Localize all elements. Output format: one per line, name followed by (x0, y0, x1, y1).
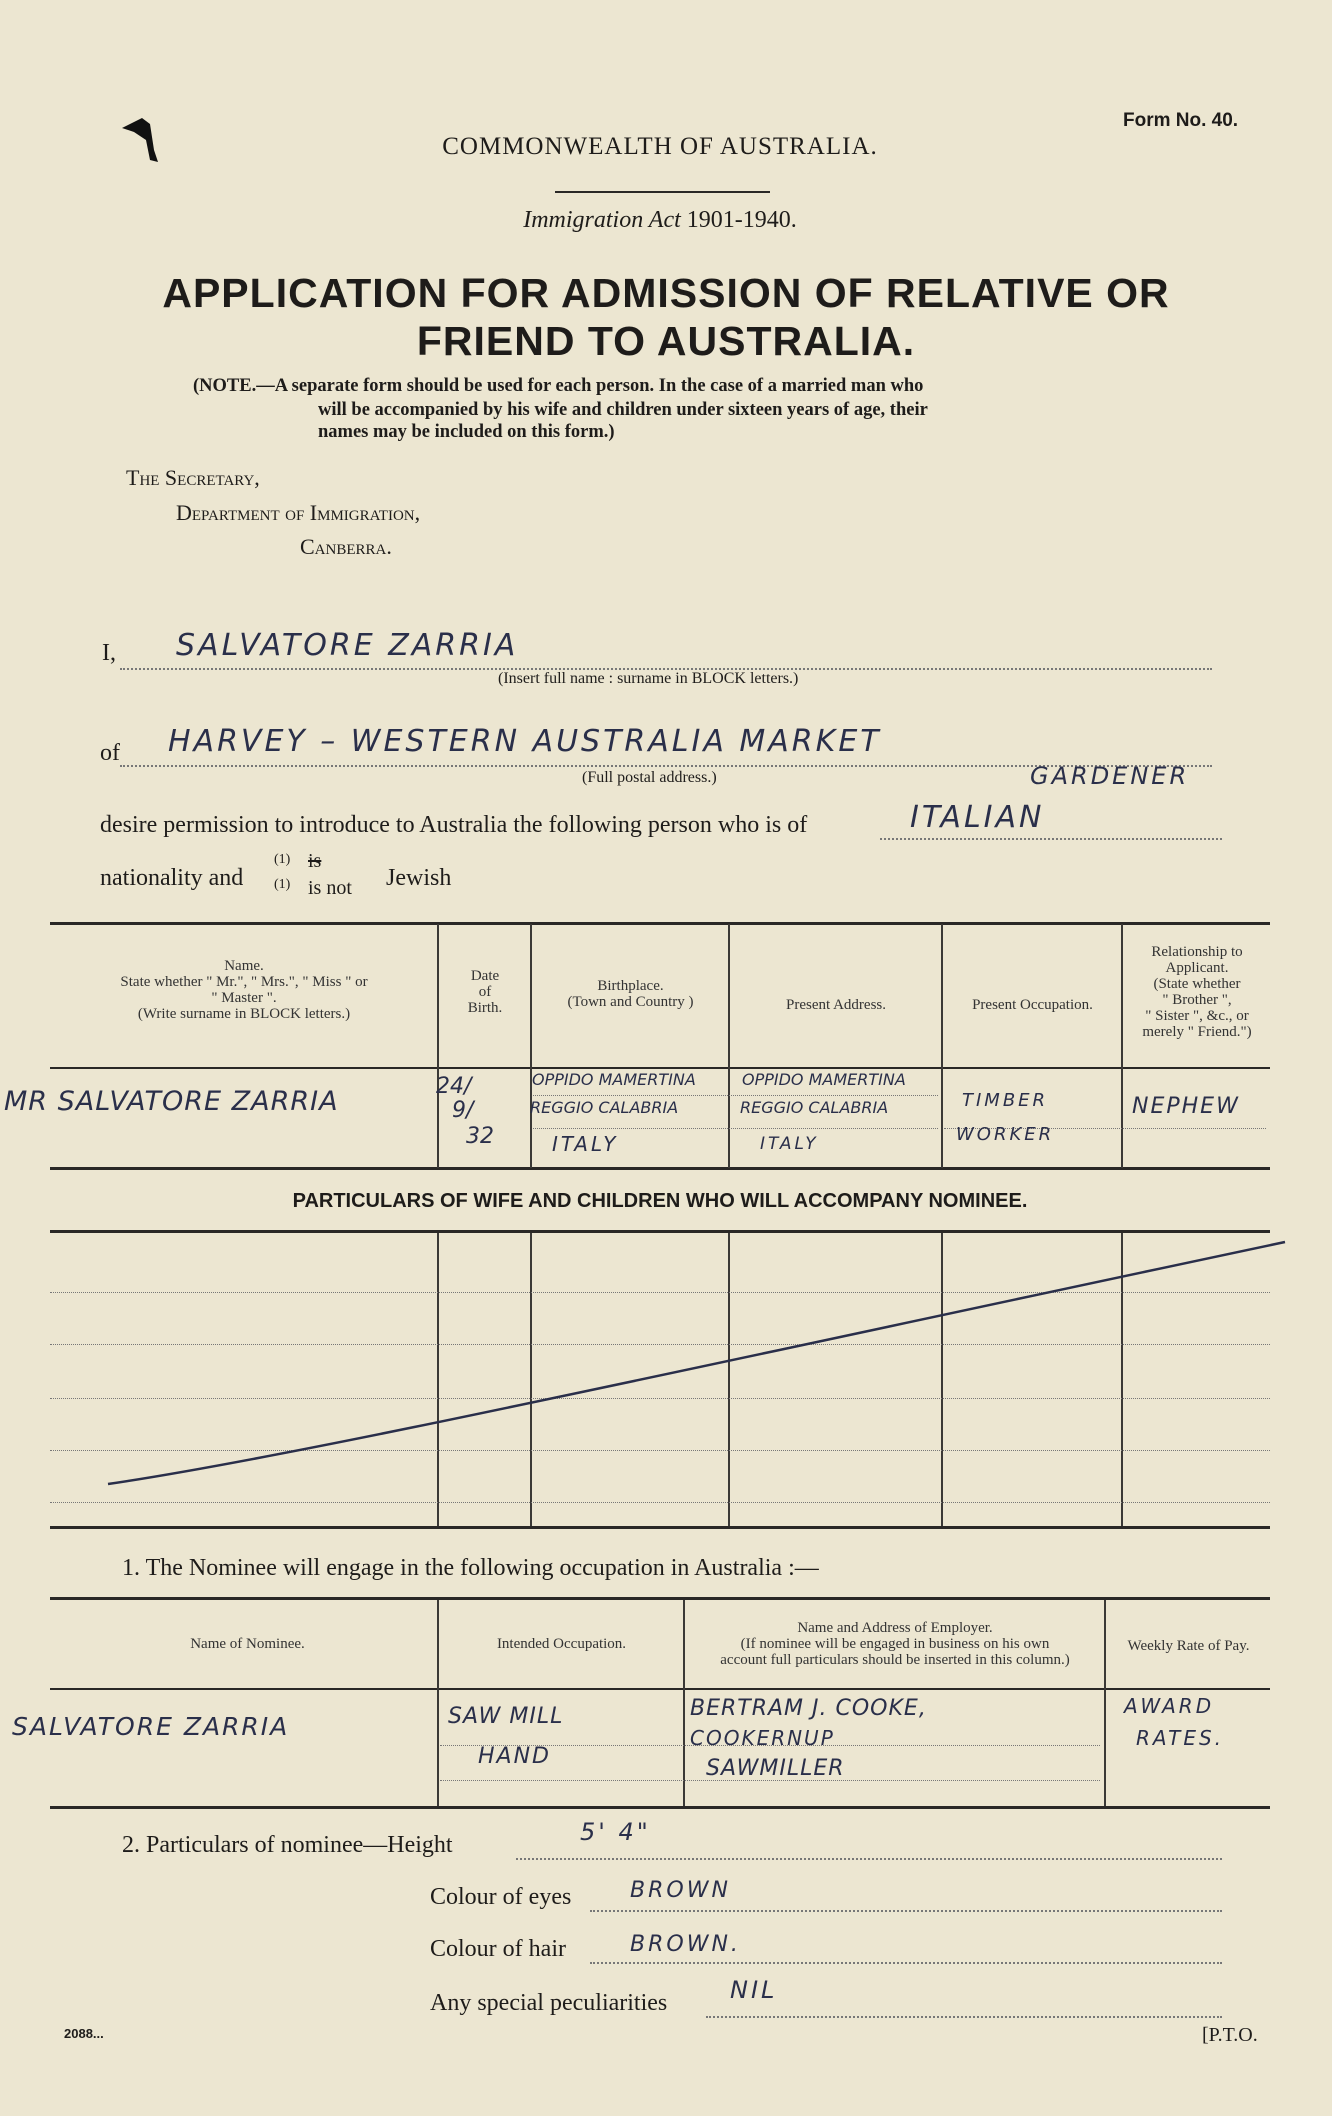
address-canberra: Canberra. (300, 534, 392, 559)
header-name-3: " Master ". (211, 990, 277, 1006)
header-present-address: Present Address. (786, 997, 886, 1013)
hair-dotted-line (590, 1962, 1222, 1964)
applicant-address: HARVEY – WESTERN AUSTRALIA MARKET (168, 724, 882, 759)
occ-pay-2: RATES. (1136, 1726, 1225, 1750)
form-number: Form No. 40. (1123, 110, 1239, 131)
heading-rule (555, 191, 770, 193)
footnote-mark-2: (1) (274, 877, 291, 892)
title-line-1: APPLICATION FOR ADMISSION OF RELATIVE OR (162, 270, 1170, 316)
header-present-occupation: Present Occupation. (972, 997, 1093, 1013)
hair-label: Colour of hair (430, 1936, 566, 1962)
header-name-1: Name. (224, 958, 264, 974)
nominee-col-divider-1 (437, 924, 439, 1168)
nationality-dotted-line (880, 838, 1222, 840)
nominee-birthplace-2: REGGIO CALABRIA (530, 1098, 679, 1117)
nominee-address-1: OPPIDO MAMERTINA (742, 1070, 906, 1089)
header-relationship (1124, 944, 1270, 1040)
occ-header-name: Name of Nominee. (190, 1636, 305, 1652)
occ-header-employer-1: Name and Address of Employer. (797, 1620, 993, 1636)
occ-employer-1: BERTRAM J. COOKE, (690, 1696, 927, 1721)
nominee-col-divider-5 (1121, 924, 1123, 1168)
address-secretary: The Secretary, (126, 465, 260, 490)
nominee-peculiarities: NIL (730, 1976, 778, 2004)
occ-col-divider-1 (437, 1600, 439, 1806)
nominee-table-top-rule (50, 922, 1270, 925)
peculiarities-dotted-line (706, 2016, 1222, 2018)
applicant-name: SALVATORE ZARRIA (176, 628, 519, 663)
header-name-4: (Write surname in BLOCK letters.) (137, 1006, 351, 1022)
eyes-dotted-line (590, 1910, 1222, 1912)
occ-header-employer-2: (If nominee will be engaged in business on his own (740, 1636, 1050, 1652)
occ-col-divider-2 (683, 1600, 685, 1806)
occ-header-employer-3: account full particulars should be inserted in this column.) (720, 1652, 1070, 1668)
nominee-address-2: REGGIO CALABRIA (740, 1098, 889, 1117)
desire-text: desire permission to introduce to Australia the following person who is of (100, 812, 808, 838)
nominee-occupation-1: TIMBER (962, 1090, 1049, 1111)
act-years: 1901-1940. (686, 207, 797, 233)
nominee-occupation-2: WORKER (956, 1124, 1055, 1145)
nominee-col-divider-2 (530, 924, 532, 1168)
wife-children-heading: PARTICULARS OF WIFE AND CHILDREN WHO WILL ACCOMPANY NOMINEE. (292, 1190, 1028, 1212)
nominee-dob-2: 9/ (452, 1098, 474, 1123)
title-line-2: FRIEND TO AUSTRALIA. (416, 318, 916, 364)
header-name (70, 958, 418, 1022)
nominee-relationship: NEPHEW (1132, 1094, 1240, 1119)
i-label: I, (102, 640, 116, 666)
header-dob (440, 968, 530, 1016)
wife-table-top-rule (50, 1230, 1270, 1233)
nominee-address-3: ITALY (760, 1134, 819, 1154)
footnote-mark-1: (1) (274, 852, 291, 867)
occ-col-divider-3 (1104, 1600, 1106, 1806)
note-line-2: will be accompanied by his wife and children under sixteen years of age, their (318, 400, 928, 420)
peculiarities-label: Any special peculiarities (430, 1990, 668, 2016)
occ-header-pay: Weekly Rate of Pay. (1127, 1638, 1250, 1654)
is-option: is (308, 850, 322, 872)
header-name-2: State whether " Mr.", " Mrs.", " Miss " or (120, 974, 368, 990)
act-name: Immigration Act (523, 207, 681, 233)
occupation-table-bottom-rule (50, 1806, 1270, 1809)
footer-pto: [P.T.O. (1202, 2024, 1258, 2046)
eyes-label: Colour of eyes (430, 1884, 572, 1910)
occ-employer-3: SAWMILLER (706, 1756, 845, 1781)
wife-dotted-5 (50, 1502, 1270, 1503)
particulars-intro: 2. Particulars of nominee—Height (122, 1832, 453, 1858)
occ-intended-1: SAW MILL (448, 1704, 564, 1729)
act-line (300, 207, 1020, 234)
occ-intended-2: HAND (478, 1744, 551, 1769)
header-rel-2: Applicant. (1165, 960, 1229, 976)
nominee-col-divider-4 (941, 924, 943, 1168)
jewish-label: Jewish (386, 865, 452, 891)
nominee-dob-3: 32 (466, 1124, 494, 1149)
footer-code: 2088... (64, 2026, 104, 2041)
occupation-table-header-rule (50, 1688, 1270, 1690)
nominee-birthplace-1: OPPIDO MAMERTINA (532, 1070, 696, 1089)
wife-table-bottom-rule (50, 1526, 1270, 1529)
occ-header-occupation: Intended Occupation. (496, 1636, 627, 1652)
row-dotted-2 (533, 1128, 938, 1129)
nominee-dob-1: 24/ (436, 1074, 472, 1099)
is-not-option: is not (308, 877, 352, 899)
occ-employer-2: COOKERNUP (690, 1726, 835, 1750)
header-rel-5: " Sister ", &c., or (1145, 1008, 1249, 1024)
header-dob-2: of (478, 984, 492, 1000)
note-line-3: names may be included on this form.) (318, 422, 615, 442)
nationality-label: nationality and (100, 865, 244, 891)
name-caption: (Insert full name : surname in BLOCK letters.) (498, 670, 799, 687)
nominee-eyes: BROWN (630, 1878, 731, 1903)
nominee-hair: BROWN. (630, 1932, 741, 1957)
header-dob-1: Date (470, 968, 500, 984)
applicant-address-2: GARDENER (1030, 762, 1190, 790)
header-birthplace-2: (Town and Country ) (567, 994, 694, 1010)
occ-header-employer (686, 1620, 1104, 1668)
header-birthplace-1: Birthplace. (597, 978, 664, 994)
nationality-value: ITALIAN (910, 800, 1045, 835)
cross-out-line (100, 1236, 1290, 1496)
row-dotted-1 (533, 1095, 938, 1096)
nominee-table-bottom-rule (50, 1167, 1270, 1170)
address-caption: (Full postal address.) (582, 769, 717, 786)
header-rel-3: (State whether (1153, 976, 1241, 992)
header-rel-1: Relationship to (1151, 944, 1243, 960)
occ-pay-1: AWARD (1124, 1694, 1215, 1718)
height-dotted-line (516, 1858, 1222, 1860)
of-label: of (100, 740, 120, 766)
header-birthplace (533, 978, 728, 1010)
occ-nominee-name: SALVATORE ZARRIA (12, 1712, 290, 1741)
address-department: Department of Immigration, (176, 500, 421, 525)
header-rel-6: merely " Friend.") (1142, 1024, 1252, 1040)
ink-blot-mark (120, 110, 170, 170)
header-rel-4: " Brother ", (1162, 992, 1232, 1008)
occupation-intro: 1. The Nominee will engage in the following occupation in Australia :— (122, 1555, 819, 1581)
nominee-table-header-rule (50, 1067, 1270, 1069)
nominee-height: 5' 4" (580, 1818, 651, 1846)
header-dob-3: Birth. (467, 1000, 503, 1016)
occupation-table-top-rule (50, 1597, 1270, 1600)
nominee-col-divider-3 (728, 924, 730, 1168)
nominee-birthplace-3: ITALY (552, 1132, 619, 1156)
note-line-1: (NOTE.—A separate form should be used for each person. In the case of a married man who (193, 376, 924, 396)
commonwealth-heading: COMMONWEALTH OF AUSTRALIA. (442, 133, 878, 160)
nominee-name: MR SALVATORE ZARRIA (4, 1086, 339, 1117)
